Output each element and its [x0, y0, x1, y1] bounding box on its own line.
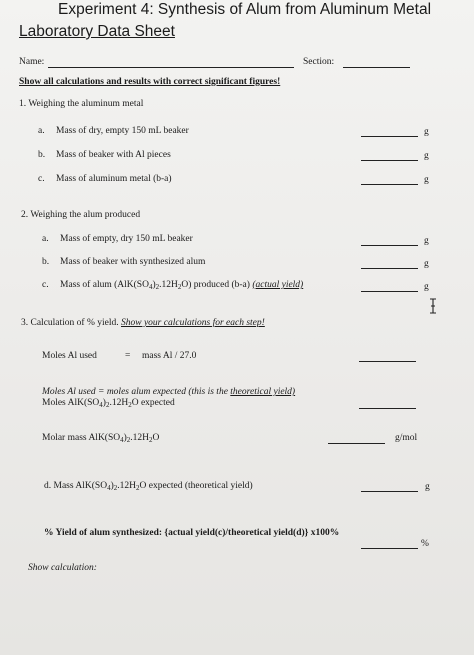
s2-item-a-letter: a. — [42, 234, 49, 244]
s1-item-a-text: Mass of dry, empty 150 mL beaker — [56, 126, 189, 136]
s2-item-b-text: Mass of beaker with synthesized alum — [60, 257, 206, 267]
exp-mid: ) — [102, 398, 106, 408]
s1-item-a-unit: g — [424, 127, 429, 137]
s3-heading-pre: 3. Calculation of % yield. — [21, 318, 121, 328]
s1-item-a-line[interactable] — [361, 136, 418, 137]
s2-c-sub2: 2 — [155, 283, 160, 291]
s2-c-sub3: 2 — [177, 283, 182, 291]
s2-item-b-line[interactable] — [361, 268, 418, 269]
expected-note-b: = moles alum expected (this is the — [95, 387, 231, 397]
d-pre: d. Mass AlK(SO — [44, 481, 108, 491]
name-line[interactable] — [48, 67, 294, 68]
molar-pre: Molar mass AlK(SO — [42, 433, 121, 443]
s1-item-a-letter: a. — [38, 126, 45, 136]
show-calculation-label: Show calculation: — [28, 563, 97, 573]
percent-yield-line[interactable] — [361, 548, 418, 549]
molar-mass-label — [42, 433, 159, 444]
s1-item-c-text: Mass of aluminum metal (b-a) — [56, 174, 172, 184]
s2-item-c-letter: c. — [42, 280, 49, 290]
molar-mid2: .12H — [130, 433, 150, 443]
s2-item-a-text: Mass of empty, dry 150 mL beaker — [60, 234, 193, 244]
s2-c-sub1: 4 — [148, 283, 153, 291]
page-subtitle: Laboratory Data Sheet — [19, 23, 175, 40]
page-title: Experiment 4: Synthesis of Alum from Aluminum Metal — [58, 1, 432, 18]
molar-mid: ) — [123, 433, 127, 443]
d-post: O expected (theoretical yield) — [139, 481, 253, 491]
moles-al-formula: mass Al / 27.0 — [142, 351, 197, 361]
d-sub3: 2 — [136, 484, 140, 492]
instruction-text: Show all calculations and results with correct significant figures! — [19, 77, 281, 87]
theoretical-mass-unit: g — [425, 482, 430, 492]
molar-mass-line[interactable] — [328, 443, 385, 444]
moles-alum-expected-label — [42, 398, 175, 409]
molar-sub3: 2 — [149, 436, 153, 444]
section1-heading: 1. Weighing the aluminum metal — [19, 99, 144, 109]
s1-item-c-unit: g — [424, 175, 429, 185]
theoretical-mass-label — [44, 481, 253, 492]
s2-item-c-text — [60, 280, 303, 291]
section-label: Section: — [303, 57, 335, 67]
s3-heading-italic: Show your calculations for each step! — [121, 318, 265, 328]
molar-mass-unit: g/mol — [395, 433, 418, 443]
d-sub2: 2 — [113, 484, 118, 492]
exp-sub1: 4 — [99, 401, 103, 409]
expected-note — [42, 387, 295, 397]
moles-alum-line[interactable] — [359, 408, 416, 409]
exp-post: O expected — [131, 398, 175, 408]
s1-item-b-letter: b. — [38, 150, 46, 160]
s2-item-a-line[interactable] — [361, 245, 418, 246]
s2-c-post: O) produced (b-a) — [181, 280, 253, 290]
exp-pre: Moles AlK(SO — [42, 398, 100, 408]
s2-item-b-unit: g — [424, 259, 429, 269]
d-mid: ) — [110, 481, 114, 491]
exp-sub2: 2 — [105, 401, 110, 409]
section-line[interactable] — [343, 67, 410, 68]
s2-item-b-letter: b. — [42, 257, 50, 267]
exp-sub3: 2 — [128, 401, 132, 409]
section3-heading — [21, 318, 265, 328]
moles-al-equals: = — [125, 351, 131, 361]
s1-item-c-line[interactable] — [361, 184, 418, 185]
s2-c-pre: Mass of alum (AlK(SO — [60, 280, 149, 290]
s2-c-actual-yield: (actual yield) — [252, 280, 304, 290]
percent-yield-label: % Yield of alum synthesized: {actual yield(c)/theoretical yield(d)} x100% — [44, 528, 340, 538]
percent-yield-unit: % — [421, 539, 429, 549]
name-label: Name: — [19, 57, 45, 67]
exp-mid2: .12H — [109, 398, 129, 408]
s2-c-mid: ) — [152, 280, 156, 290]
s2-item-a-unit: g — [424, 236, 429, 246]
s1-item-b-text: Mass of beaker with Al pieces — [56, 150, 171, 160]
section2-heading: 2. Weighing the alum produced — [21, 210, 141, 220]
molar-post: O — [152, 433, 160, 443]
s2-item-c-line[interactable] — [361, 291, 418, 292]
s2-c-mid2: .12H — [159, 280, 178, 290]
molar-sub1: 4 — [120, 436, 124, 444]
molar-sub2: 2 — [126, 436, 131, 444]
d-mid2: .12H — [117, 481, 136, 491]
expected-note-a: Moles Al used — [42, 387, 96, 397]
d-sub1: 4 — [107, 484, 111, 492]
s2-item-c-unit: g — [424, 282, 429, 292]
expected-note-c: theoretical yield) — [230, 387, 296, 397]
text-cursor-icon — [428, 298, 438, 314]
s1-item-b-line[interactable] — [361, 160, 418, 161]
s1-item-b-unit: g — [424, 151, 429, 161]
moles-al-label: Moles Al used — [42, 351, 97, 361]
theoretical-mass-line[interactable] — [361, 491, 418, 492]
moles-al-line[interactable] — [359, 361, 416, 362]
s1-item-c-letter: c. — [38, 174, 45, 184]
